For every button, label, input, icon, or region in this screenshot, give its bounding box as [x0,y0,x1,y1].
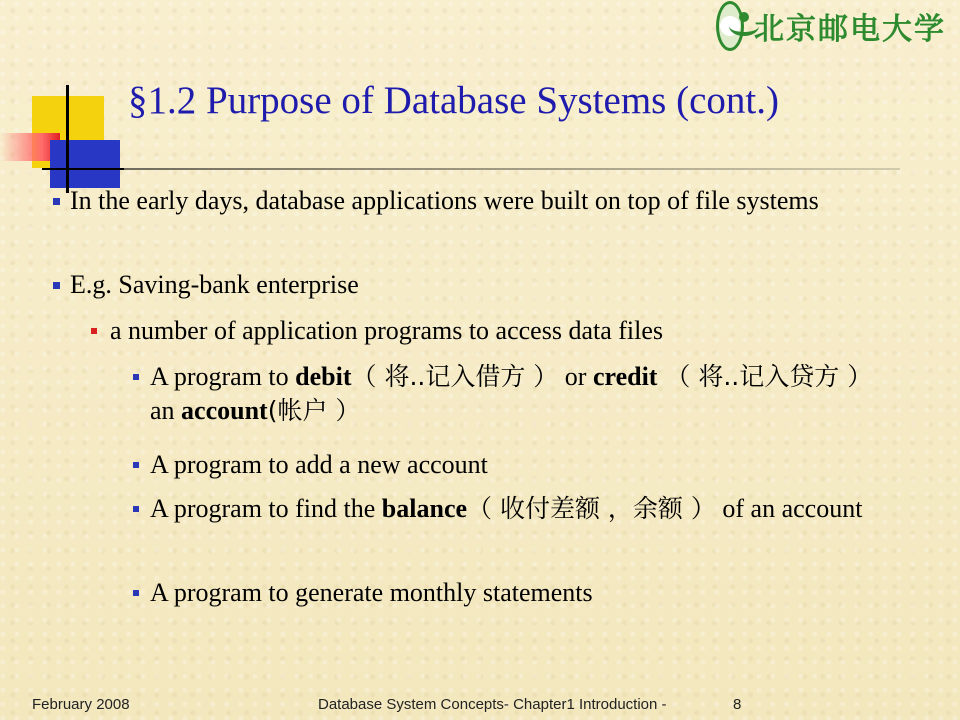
text-segment: an [150,396,182,425]
university-logo [716,2,946,50]
decor-blue-square [50,140,120,188]
term-balance: balance [381,494,468,523]
cjk-note: （ 将..记入贷方 ） [657,362,873,391]
subbullet-monthly-statements [150,576,895,610]
bullet-square-icon [53,282,60,289]
bullet-square-icon [53,198,60,205]
cjk-note: （ 将..记入借方 ） [351,362,559,391]
slide-title: §1.2 Purpose of Database Systems (cont.) [128,79,779,122]
text-segment: of an account [715,494,863,523]
bullet-square-icon [91,328,97,334]
university-emblem-icon [716,1,744,51]
subbullet-application-programs [110,314,900,348]
text-segment: A program to [150,362,296,391]
bullet-saving-bank [70,268,900,302]
cjk-note: (帐户 ） [267,396,361,425]
footer-page-number: 8 [733,696,742,713]
term-debit: debit [295,362,352,391]
bullet-square-icon [133,590,139,596]
university-name-text: 北京邮电大学 [754,12,946,47]
bullet-text: E.g. Saving-bank enterprise [70,270,359,299]
footer-course-title: Database System Concepts- Chapter1 Introduction - [318,696,667,713]
subbullet-debit-credit [150,360,895,428]
subbullet-add-account [150,448,895,482]
bullet-square-icon [133,462,139,468]
cjk-note: （ 收付差额 ，余额 ） [467,494,716,523]
decor-horizontal-line [42,168,124,170]
bullet-early-days [70,184,900,218]
decor-vertical-line [66,85,69,193]
text-segment: or [558,362,593,391]
footer-date: February 2008 [32,696,130,713]
bullet-text: A program to generate monthly statements [150,578,593,607]
term-account: account [181,396,268,425]
bullet-square-icon [133,506,139,512]
title-underline-rule [120,168,900,170]
bullet-text: A program to add a new account [150,450,488,479]
text-segment: A program to find the [150,494,382,523]
subbullet-find-balance [150,492,895,526]
bullet-square-icon [133,374,139,380]
bullet-text: In the early days, database applications were built on top of file systems [70,186,819,215]
bullet-text: a number of application programs to access data files [110,316,664,345]
term-credit: credit [592,362,658,391]
